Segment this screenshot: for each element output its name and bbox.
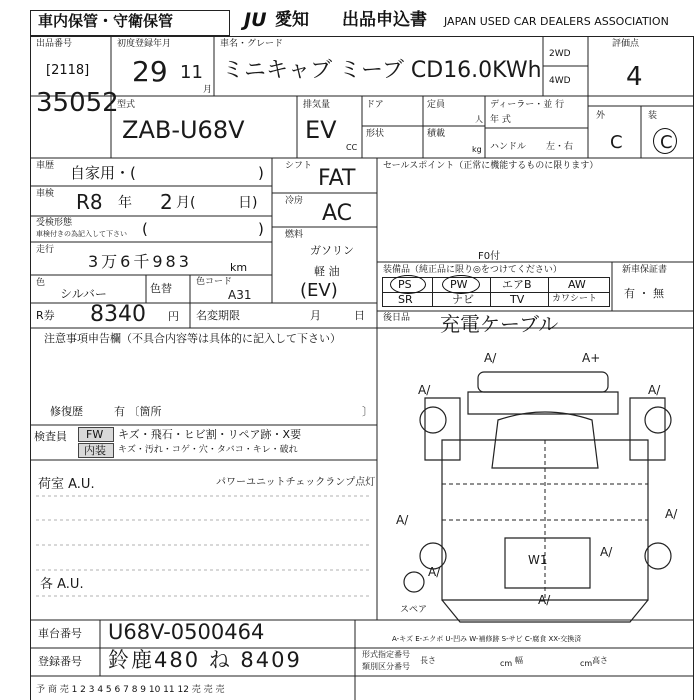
history-close: ) [258, 164, 264, 182]
damage-mark-9: W1 [528, 553, 548, 567]
accessories-label: 後日品 [383, 313, 411, 323]
exterior-label: 外 [596, 111, 606, 121]
plate-label: 登録番号 [38, 655, 82, 668]
history-label: 車歴 [36, 161, 55, 171]
model-code-value: ZAB-U68V [122, 116, 245, 144]
color-value: シルバー [60, 287, 107, 301]
recycle-label: R券 [36, 309, 55, 322]
damage-mark-6: A/ [665, 507, 678, 521]
displacement-label: 排気量 [303, 100, 331, 110]
inspector-label: 検査員 [34, 430, 67, 443]
note-line-3: 各 A.U. [40, 577, 84, 592]
warranty-options: 有 ・ 無 [624, 287, 664, 300]
interior-label: 装 [648, 111, 658, 121]
ju-logo: JU [244, 9, 267, 31]
spare-label: スペア [400, 605, 428, 615]
bottom-row: 予 商 売 1 2 3 4 5 6 7 8 9 10 11 12 売 売 売 [36, 685, 225, 695]
aircon-value: AC [322, 201, 353, 226]
exterior-value: C [610, 132, 623, 153]
color-code-label: 色コード [196, 277, 233, 287]
inspection-day-unit: 日) [238, 195, 258, 211]
aircon-label: 冷房 [285, 196, 304, 206]
model-name-label: 車名・グレード [220, 39, 284, 49]
fuel-value: (EV) [300, 280, 338, 301]
shape-label: 形状 [366, 129, 385, 139]
equipment-aw: AW [568, 278, 586, 291]
transfer-label: 名変期限 [196, 309, 240, 322]
transfer-month: 月 [310, 309, 321, 322]
model-name-value: ミニキャブ ミーブ CD16.0KWh [222, 58, 542, 83]
score-label: 評価点 [612, 39, 640, 49]
color-code-value: A31 [228, 288, 252, 302]
equipment-airbag: エアB [502, 278, 532, 291]
handle-options: 左・右 [546, 142, 574, 152]
kg-unit: kg [472, 145, 482, 154]
registration-year: 29 [132, 55, 168, 88]
drive-2wd: 2WD [549, 49, 571, 59]
load-label: 積載 [427, 129, 446, 139]
note-line-1: 荷室 A.U. [38, 477, 95, 492]
warranty-label: 新車保証書 [622, 265, 668, 275]
fuel-gasoline: ガソリン [310, 244, 354, 257]
repair-close: 〕 [362, 405, 373, 418]
equipment-note: F0付 [478, 251, 501, 262]
sales-point-label: セールスポイント（正常に機能するものに限ります） [383, 161, 599, 171]
height-label: 高さ [592, 656, 608, 665]
equipment-sr: SR [398, 293, 413, 306]
mileage-value: 3万6千983 [88, 252, 192, 271]
chassis-value: U68V-0500464 [108, 620, 265, 644]
score-value: 4 [626, 62, 643, 92]
km-unit: km [230, 261, 248, 274]
repair-label: 修復歴 [50, 405, 83, 418]
width-unit: cm [580, 659, 593, 668]
damage-mark-5: A/ [396, 513, 409, 527]
length-unit: cm [500, 659, 513, 668]
damage-mark-4: A/ [648, 383, 661, 397]
handover-label: 受検形態 [36, 218, 73, 228]
yen-unit: 円 [168, 310, 179, 323]
equipment-tv: TV [510, 293, 525, 306]
recycle-value: 8340 [90, 302, 146, 327]
width-label: 幅 [515, 656, 523, 665]
door-label: ドア [366, 100, 384, 110]
lot-sub-number: [2118] [46, 63, 90, 78]
accessories-value: 充電ケーブル [440, 312, 559, 336]
interior-items: キズ・汚れ・コゲ・穴・タバコ・キレ・破れ [118, 445, 298, 455]
registration-label: 初度登録年月 [117, 39, 172, 49]
damage-mark-1: A/ [484, 351, 497, 365]
color-label: 色 [36, 278, 46, 288]
cc-unit: CC [346, 143, 358, 152]
model-code-label: 型式 [117, 100, 136, 110]
damage-mark-3: A/ [418, 383, 431, 397]
equipment-seat: カワシート [552, 294, 598, 304]
inspection-year-unit: 年 [118, 195, 132, 211]
handle-label: ハンドル [490, 142, 527, 152]
damage-legend: A-キズ E-エクボ U-凹み W-補修跡 S-サビ C-腐食 XX-交換済 [392, 635, 582, 643]
drive-4wd: 4WD [549, 76, 571, 86]
color-change-label: 色替 [150, 282, 172, 295]
shift-value: FAT [318, 166, 356, 191]
lot-number: 35052 [36, 88, 119, 118]
shift-label: シフト [285, 161, 313, 171]
equipment-label: 装備品（純正品に限り◎をつけてください） [383, 265, 562, 275]
fuel-diesel: 軽 油 [314, 265, 340, 278]
lot-label: 出品番号 [36, 39, 73, 49]
handover-note: 車検付きの為記入して下さい [36, 230, 127, 238]
inspection-label: 車検 [36, 189, 55, 199]
class-number-label: 類別区分番号 [362, 662, 410, 671]
form-number-label: 形式指定番号 [362, 650, 410, 659]
interior-value: C [660, 132, 673, 153]
plate-value: 鈴鹿480 ね 8409 [108, 648, 302, 672]
damage-mark-7: A/ [428, 565, 441, 579]
handover-open: ( [142, 220, 148, 238]
fw-items: キズ・飛石・ヒビ割・リペア跡・X要 [118, 428, 302, 441]
fuel-label: 燃料 [285, 230, 304, 240]
capacity-label: 定員 [427, 100, 446, 110]
history-value: 自家用・( [70, 164, 136, 182]
equipment-ps: PS [398, 278, 412, 291]
mileage-label: 走行 [36, 245, 55, 255]
association-name: JAPAN USED CAR DEALERS ASSOCIATION [444, 15, 669, 28]
equipment-pw: PW [450, 278, 468, 291]
year-model-label: 年 式 [490, 115, 511, 125]
note-line-2: パワーユニットチェックランプ点灯 [216, 477, 376, 488]
logo-region: 愛知 [275, 10, 309, 30]
damage-mark-8: A/ [600, 545, 613, 559]
fw-label: FW [86, 428, 104, 441]
registration-month-unit: 月 [203, 85, 213, 95]
registration-month: 11 [180, 62, 203, 83]
chassis-label: 車台番号 [38, 627, 82, 640]
displacement-value: EV [305, 116, 337, 144]
person-unit: 人 [475, 115, 483, 124]
inspection-value: R8 [76, 190, 103, 214]
damage-mark-2: A+ [582, 351, 601, 365]
storage-label: 車内保管・守衛保管 [38, 12, 174, 30]
equipment-navi: ナビ [452, 293, 474, 306]
damage-mark-10: A/ [538, 593, 551, 607]
interior-label: 内装 [84, 444, 106, 457]
handover-close: ) [258, 220, 264, 238]
repair-value: 有 〔箇所 [114, 405, 162, 418]
length-label: 長さ [420, 656, 436, 665]
notes-label: 注意事項申告欄（不具合内容等は具体的に記入して下さい） [44, 332, 341, 345]
dealer-label: ディーラー・並 行 [490, 100, 565, 110]
inspection-month: 2 [160, 190, 173, 214]
inspection-month-unit: 月( [176, 195, 196, 211]
document-title: 出品申込書 [342, 10, 427, 30]
transfer-day: 日 [354, 309, 365, 322]
